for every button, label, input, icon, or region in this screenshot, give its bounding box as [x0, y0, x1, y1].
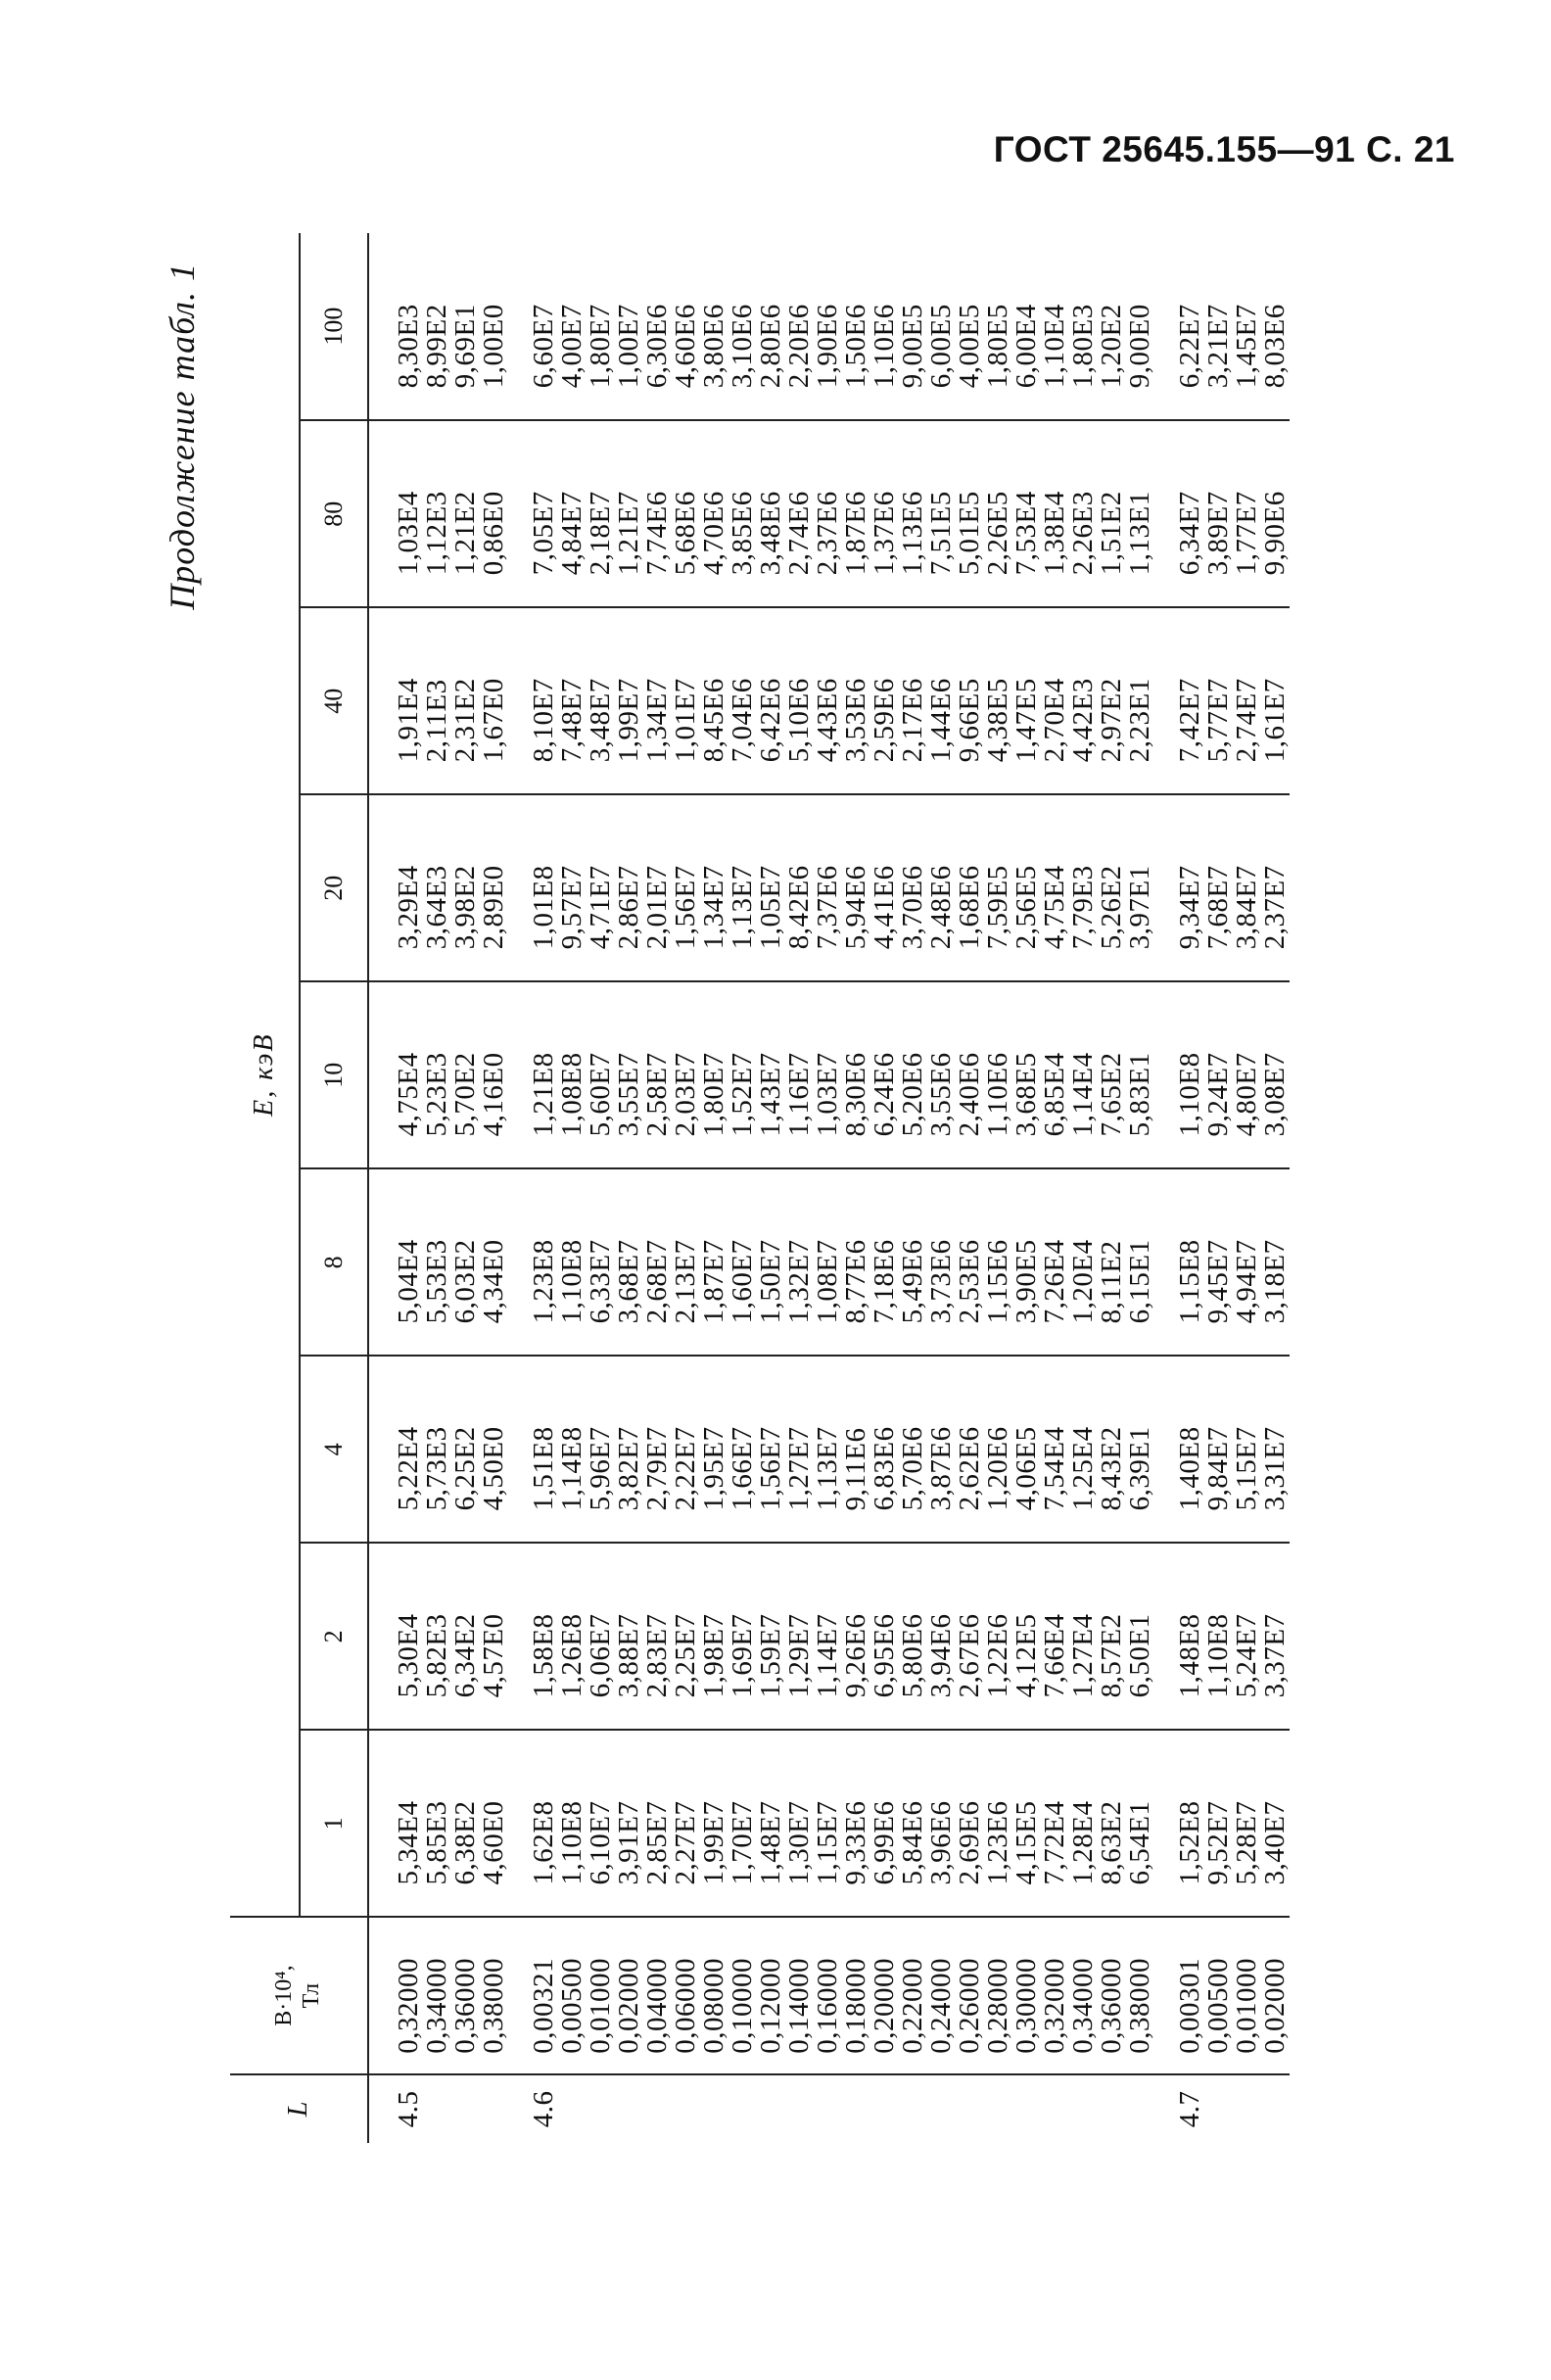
energy-col-header: 4 [300, 1356, 368, 1543]
flux-values: 1,51E8 1,14E8 5,96E7 3,82E7 2,79E7 2,22E7 1,95E7 1,66E7 1,56E7 1,27E7 1,13E7 9,11E6 6,83E6 5,70E6 3,87E6 2,62E6 1,20E6 4,06E5 7,54E4 1,25E4 8,43E2 6,39E1 [508, 1356, 1154, 1543]
page-header: ГОСТ 25645.155—91 С. 21 [993, 129, 1455, 169]
flux-values: 6,60E7 4,00E7 1,80E7 1,00E7 6,30E6 4,60E6 3,80E6 3,10E6 2,80E6 2,20E6 1,90E6 1,50E6 1,10E6 9,00E5 6,00E5 4,00E5 1,80E5 6,00E4 1,10E4 1,80E3 1,20E2 9,00E0 [508, 233, 1154, 420]
flux-values: 1,58E8 1,26E8 6,06E7 3,88E7 2,83E7 2,25E7 1,98E7 1,69E7 1,59E7 1,29E7 1,14E7 9,26E6 6,95E6 5,80E6 3,94E6 2,67E6 1,22E6 4,12E5 7,66E4 1,27E4 8,57E2 6,50E1 [508, 1543, 1154, 1730]
energy-col-header: 20 [300, 794, 368, 981]
flux-values: 8,30E3 8,99E2 9,69E1 1,00E0 [368, 233, 508, 420]
energy-col-header: 10 [300, 981, 368, 1168]
flux-values: 1,03E4 1,12E3 1,21E2 0,86E0 [368, 420, 508, 607]
b-values: 0,32000 0,34000 0,36000 0,38000 [368, 1917, 508, 2073]
flux-values: 5,30E4 5,82E3 6,34E2 4,57E0 [368, 1543, 508, 1730]
energy-col-header: 80 [300, 420, 368, 607]
col-header-l: L [230, 2074, 368, 2143]
flux-values: 5,34E4 5,85E3 6,38E2 4,60E0 [368, 1730, 508, 1917]
flux-values: 1,52E8 9,52E7 5,28E7 3,40E7 [1154, 1730, 1290, 1917]
b-values: 0,00301 0,00500 0,01000 0,02000 [1154, 1917, 1290, 2073]
energy-col-header: 2 [300, 1543, 368, 1730]
flux-values: 5,04E4 5,53E3 6,03E2 4,34E0 [368, 1168, 508, 1356]
flux-values: 5,22E4 5,73E3 6,25E2 4,50E0 [368, 1356, 508, 1543]
rotated-table-block [162, 233, 1483, 2143]
energy-col-header: 100 [300, 233, 368, 420]
l-value: 4.7 [1174, 2090, 1205, 2128]
col-header-b-line2: Тл [299, 1982, 324, 2009]
energy-col-header: 40 [300, 607, 368, 794]
energy-col-header: 1 [300, 1730, 368, 1917]
flux-values: 6,22E7 3,21E7 1,45E7 8,03E6 [1154, 233, 1290, 420]
flux-values: 1,23E8 1,10E8 6,33E7 3,68E7 2,68E7 2,13E7 1,87E7 1,60E7 1,50E7 1,32E7 1,08E7 8,77E6 7,18E6 5,49E6 3,73E6 2,53E6 1,15E6 3,90E5 7,26E4 1,20E4 8,11E2 6,15E1 [508, 1168, 1154, 1356]
l-value: 4.5 [393, 2090, 424, 2128]
energy-col-header: 8 [300, 1168, 368, 1356]
data-table [230, 233, 1290, 2143]
flux-values: 1,62E8 1,10E8 6,10E7 3,91E7 2,85E7 2,27E7 1,99E7 1,70E7 1,48E7 1,30E7 1,15E7 9,33E6 6,99E6 5,84E6 3,96E6 2,69E6 1,23E6 4,15E5 7,72E4 1,28E4 8,63E2 6,54E1 [508, 1730, 1154, 1917]
col-header-b-line1: B·10⁴, [271, 1965, 298, 2026]
flux-values: 3,29E4 3,64E3 3,98E2 2,89E0 [368, 794, 508, 981]
table-row-group-l47 [1154, 233, 1290, 2143]
flux-values: 1,01E8 9,57E7 4,71E7 2,86E7 2,01E7 1,56E7 1,34E7 1,13E7 1,05E7 8,42E6 7,37E6 5,94E6 4,41E6 3,70E6 2,48E6 1,68E6 7,59E5 2,56E5 4,75E4 7,79E3 5,26E2 3,97E1 [508, 794, 1154, 981]
l-value: 4.6 [528, 2090, 559, 2128]
flux-values: 1,40E8 9,84E7 5,15E7 3,31E7 [1154, 1356, 1290, 1543]
flux-values: 9,34E7 7,68E7 3,84E7 2,37E7 [1154, 794, 1290, 981]
flux-values: 6,34E7 3,89E7 1,77E7 9,90E6 [1154, 420, 1290, 607]
flux-values: 1,15E8 9,45E7 4,94E7 3,18E7 [1154, 1168, 1290, 1356]
flux-values: 8,10E7 7,48E7 3,48E7 1,99E7 1,34E7 1,01E7 8,45E6 7,04E6 6,42E6 5,10E6 4,43E6 3,53E6 2,59E6 2,17E6 1,44E6 9,66E5 4,38E5 1,47E5 2,70E4 4,42E3 2,97E2 2,23E1 [508, 607, 1154, 794]
table-row-group-l45 [368, 233, 508, 2143]
b-values: 0,00321 0,00500 0,01000 0,02000 0,04000 0,06000 0,08000 0,10000 0,12000 0,14000 0,16000 0,18000 0,20000 0,22000 0,24000 0,26000 0,28000 0,30000 0,32000 0,34000 0,36000 0,38000 [508, 1917, 1154, 2073]
col-header-b [230, 1917, 368, 2073]
flux-values: 7,42E7 5,77E7 2,74E7 1,61E7 [1154, 607, 1290, 794]
flux-values: 4,75E4 5,23E3 5,70E2 4,16E0 [368, 981, 508, 1168]
flux-values: 1,91E4 2,11E3 2,31E2 1,67E0 [368, 607, 508, 794]
table-row-group-l46 [508, 233, 1154, 2143]
flux-values: 1,21E8 1,08E8 5,60E7 3,55E7 2,58E7 2,03E7 1,80E7 1,52E7 1,43E7 1,16E7 1,03E7 8,30E6 6,24E6 5,20E6 3,55E6 2,40E6 1,10E6 3,68E5 6,85E4 1,14E4 7,65E2 5,83E1 [508, 981, 1154, 1168]
flux-values: 1,48E8 1,10E8 5,24E7 3,37E7 [1154, 1543, 1290, 1730]
energy-header: E, кэВ [230, 233, 300, 1917]
flux-values: 1,10E8 9,24E7 4,80E7 3,08E7 [1154, 981, 1290, 1168]
flux-values: 7,05E7 4,84E7 2,18E7 1,21E7 7,74E6 5,68E6 4,70E6 3,85E6 3,48E6 2,74E6 2,37E6 1,87E6 1,37E6 1,13E6 7,51E5 5,01E5 2,26E5 7,53E4 1,38E4 2,26E3 1,51E2 1,13E1 [508, 420, 1154, 607]
table-continued-label: Продолжение табл. 1 [163, 262, 202, 610]
